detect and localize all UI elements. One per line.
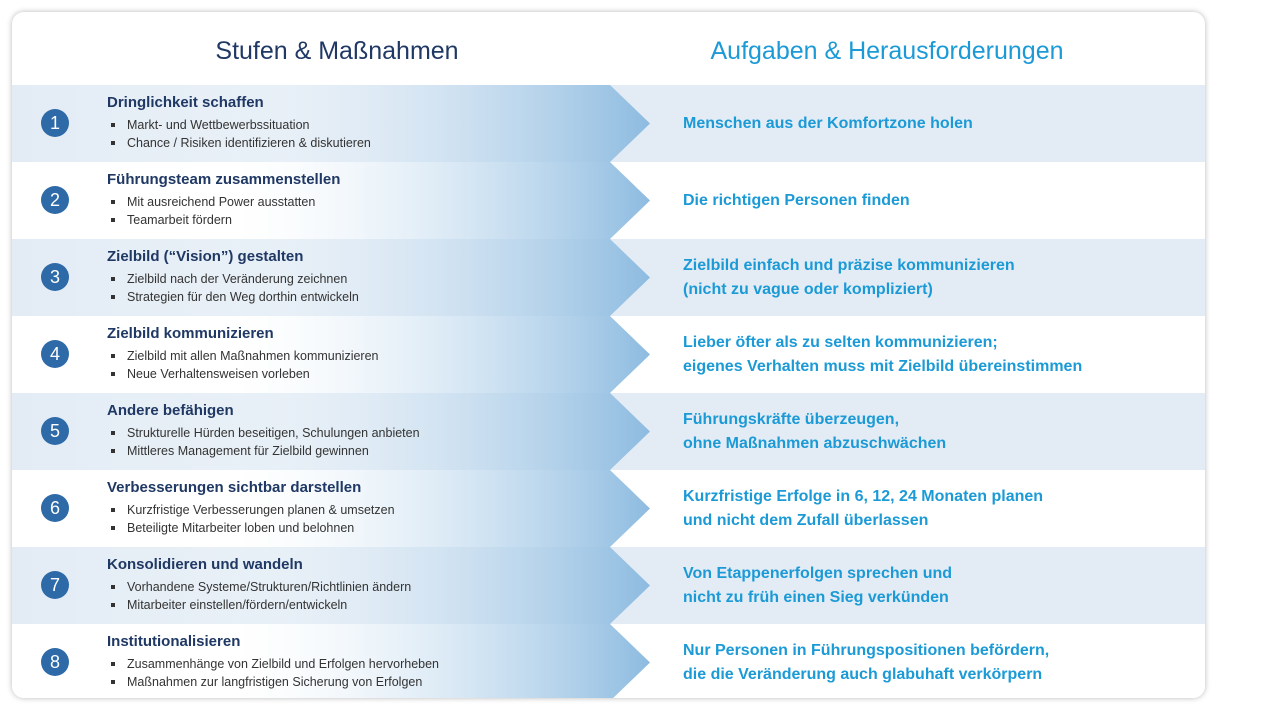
task-line: Lieber öfter als zu selten kommunizieren; <box>683 333 998 351</box>
step-bullets <box>109 578 411 614</box>
step-bullet: Maßnahmen zur langfristigen Sicherung von Erfolgen <box>109 673 439 691</box>
task-text <box>683 393 1183 470</box>
step-title: Führungsteam zusammenstellen <box>107 171 341 188</box>
step-row <box>12 393 1205 470</box>
step-number-badge: 4 <box>41 340 69 368</box>
step-bullet: Zielbild mit allen Maßnahmen kommunizieren <box>109 347 379 365</box>
change-model-card <box>12 12 1205 698</box>
step-bullet: Teamarbeit fördern <box>109 211 315 229</box>
step-bullet: Vorhandene Systeme/Strukturen/Richtlinien ändern <box>109 578 411 596</box>
step-row <box>12 547 1205 624</box>
step-title: Zielbild (“Vision”) gestalten <box>107 248 304 265</box>
task-text <box>683 470 1183 547</box>
task-line: (nicht zu vague oder kompliziert) <box>683 280 933 298</box>
task-line: eigenes Verhalten muss mit Zielbild übereinstimmen <box>683 357 1083 375</box>
step-number-badge: 6 <box>41 494 69 522</box>
step-number-badge: 3 <box>41 263 69 291</box>
step-bullets <box>109 116 371 152</box>
step-number-badge: 8 <box>41 648 69 676</box>
step-row <box>12 239 1205 316</box>
step-bullet: Chance / Risiken identifizieren & diskutieren <box>109 134 371 152</box>
task-text <box>683 547 1183 624</box>
step-bullet: Beteiligte Mitarbeiter loben und belohnen <box>109 519 395 537</box>
step-bullets <box>109 193 315 229</box>
task-line: Von Etappenerfolgen sprechen und <box>683 564 953 582</box>
step-bullet: Markt- und Wettbewerbssituation <box>109 116 371 134</box>
step-number-badge: 5 <box>41 417 69 445</box>
task-text <box>683 162 1183 239</box>
header-tasks: Aufgaben & Herausforderungen <box>710 37 1064 65</box>
step-bullet: Kurzfristige Verbesserungen planen & umsetzen <box>109 501 395 519</box>
step-bullet: Mittleres Management für Zielbild gewinnen <box>109 442 420 460</box>
task-line: ohne Maßnahmen abzuschwächen <box>683 434 947 452</box>
step-bullets <box>109 270 359 306</box>
header-stages: Stufen & Maßnahmen <box>215 37 459 65</box>
step-number-badge: 2 <box>41 186 69 214</box>
task-line: und nicht dem Zufall überlassen <box>683 511 929 529</box>
step-bullet: Neue Verhaltensweisen vorleben <box>109 365 379 383</box>
task-line: die die Veränderung auch glabuhaft verkörpern <box>683 665 1043 683</box>
task-line: Die richtigen Personen finden <box>683 191 910 209</box>
task-line: nicht zu früh einen Sieg verkünden <box>683 588 949 606</box>
step-bullet: Strategien für den Weg dorthin entwickeln <box>109 288 359 306</box>
step-number-badge: 7 <box>41 571 69 599</box>
task-line: Menschen aus der Komfortzone holen <box>683 114 973 132</box>
step-row <box>12 85 1205 162</box>
step-row <box>12 162 1205 239</box>
task-text <box>683 85 1183 162</box>
step-bullet: Strukturelle Hürden beseitigen, Schulungen anbieten <box>109 424 420 442</box>
step-bullet: Mit ausreichend Power ausstatten <box>109 193 315 211</box>
task-line: Führungskräfte überzeugen, <box>683 410 900 428</box>
step-bullets <box>109 501 395 537</box>
task-text <box>683 239 1183 316</box>
step-bullets <box>109 655 439 691</box>
step-title: Institutionalisieren <box>107 633 241 650</box>
task-text <box>683 624 1183 698</box>
task-line: Nur Personen in Führungspositionen befördern, <box>683 641 1050 659</box>
step-title: Zielbild kommunizieren <box>107 325 274 342</box>
step-title: Dringlichkeit schaffen <box>107 94 264 111</box>
step-number-badge: 1 <box>41 109 69 137</box>
step-title: Andere befähigen <box>107 402 234 419</box>
step-bullet: Mitarbeiter einstellen/fördern/entwickeln <box>109 596 411 614</box>
task-line: Zielbild einfach und präzise kommunizieren <box>683 256 1015 274</box>
task-line: Kurzfristige Erfolge in 6, 12, 24 Monaten planen <box>683 487 1044 505</box>
step-row <box>12 316 1205 393</box>
step-bullet: Zusammenhänge von Zielbild und Erfolgen hervorheben <box>109 655 439 673</box>
task-text <box>683 316 1183 393</box>
step-bullet: Zielbild nach der Veränderung zeichnen <box>109 270 359 288</box>
step-row <box>12 470 1205 547</box>
step-title: Konsolidieren und wandeln <box>107 556 303 573</box>
step-title: Verbesserungen sichtbar darstellen <box>107 479 362 496</box>
step-bullets <box>109 347 379 383</box>
step-row <box>12 624 1205 698</box>
step-bullets <box>109 424 420 460</box>
